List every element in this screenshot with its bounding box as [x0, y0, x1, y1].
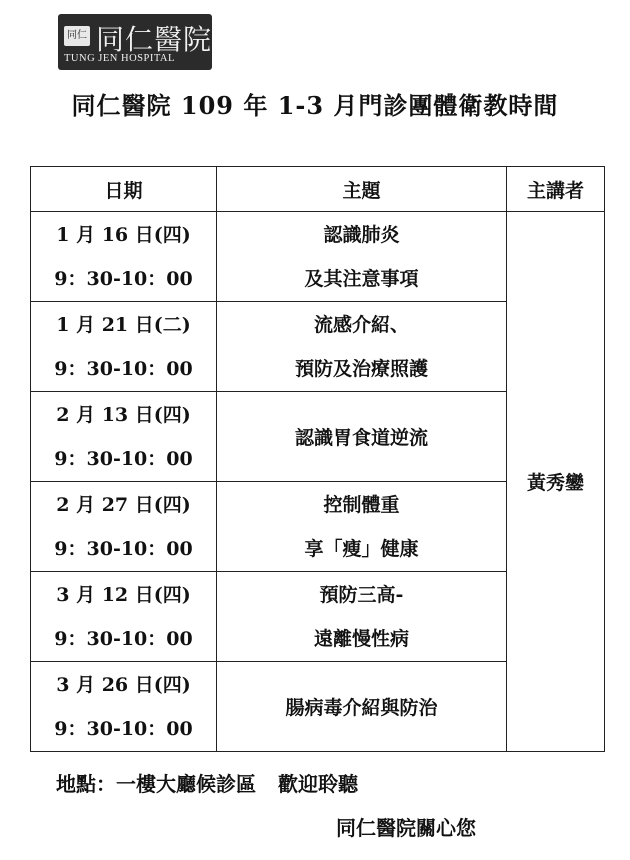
topic-line-2: 及其注意事項 [304, 267, 419, 290]
date-cell [31, 482, 217, 572]
topic-line-1: 認識肺炎 [323, 223, 400, 246]
logo-name-cn: 同仁醫院 [96, 23, 212, 56]
schedule-table [30, 166, 605, 752]
session-date: 1 月 16 日(四) [56, 223, 191, 246]
signoff-text: 同仁醫院關心您 [336, 816, 476, 840]
session-date: 1 月 21 日(二) [56, 313, 191, 336]
table-header-row [31, 167, 605, 212]
topic-line-1: 流感介紹、 [313, 313, 409, 336]
session-time: 9：30-10：00 [54, 627, 193, 650]
session-time: 9：30-10：00 [54, 537, 193, 560]
location-line [56, 768, 358, 797]
session-date: 3 月 26 日(四) [56, 673, 191, 696]
session-time: 9：30-10：00 [54, 267, 193, 290]
speaker-cell: 黃秀鑾 [507, 212, 605, 752]
topic-cell [217, 572, 507, 662]
topic-line-2: 預防及治療照護 [294, 357, 428, 380]
date-cell [31, 302, 217, 392]
date-cell [31, 572, 217, 662]
welcome-text: 歡迎聆聽 [278, 772, 358, 796]
date-cell [31, 392, 217, 482]
topic-line-1: 腸病毒介紹與防治 [285, 697, 438, 719]
logo-seal: 同仁 [64, 26, 90, 46]
topic-cell [217, 392, 507, 482]
topic-cell [217, 212, 507, 302]
logo-name-en: TUNG JEN HOSPITAL [64, 53, 175, 64]
header-speaker: 主講者 [507, 167, 605, 212]
topic-cell [217, 302, 507, 392]
topic-line-2: 遠離慢性病 [313, 627, 409, 650]
date-cell [31, 662, 217, 752]
topic-line-1: 控制體重 [323, 493, 400, 516]
session-time: 9：30-10：00 [54, 447, 193, 470]
session-time: 9：30-10：00 [54, 357, 193, 380]
topic-cell [217, 482, 507, 572]
header-date: 日期 [31, 167, 217, 212]
page-title: 同仁醫院 109 年 1-3 月門診團體衛教時間 [71, 91, 559, 120]
topic-cell [217, 662, 507, 752]
header-topic: 主題 [217, 167, 507, 212]
location-text: 地點：一樓大廳候診區 [56, 772, 256, 796]
topic-line-1: 預防三高- [319, 583, 404, 606]
topic-line-1: 認識胃食道逆流 [294, 427, 428, 449]
table-row [31, 212, 605, 302]
session-date: 3 月 12 日(四) [56, 583, 191, 606]
session-time: 9：30-10：00 [54, 717, 193, 740]
hospital-logo [58, 14, 212, 70]
topic-line-2: 享「瘦」健康 [304, 537, 419, 560]
session-date: 2 月 27 日(四) [56, 493, 191, 516]
session-date: 2 月 13 日(四) [56, 403, 191, 426]
date-cell [31, 212, 217, 302]
